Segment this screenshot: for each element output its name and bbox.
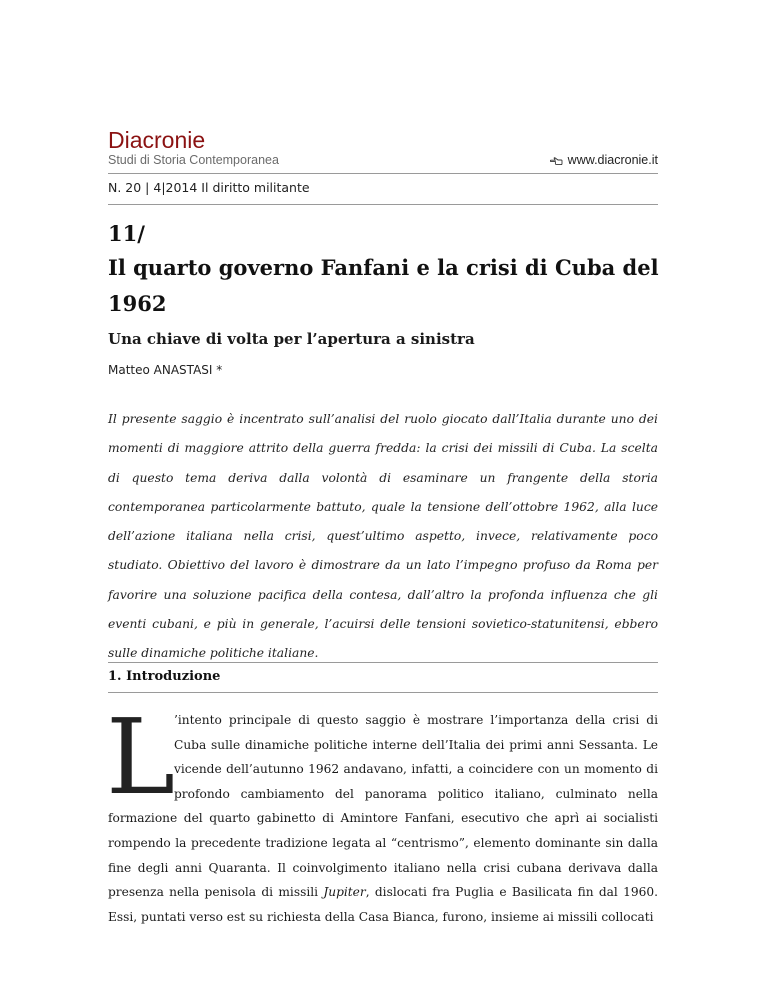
header-rule-bottom	[108, 204, 658, 205]
body-text-part1: ’intento principale di questo saggio è mostrare l’importanza della crisi di Cuba sulle dinamiche politiche interne dell’Italia dei primi anni Sessanta. Le vicende dell’autunno 1962 andavano, infatti, a coincidere con un momento di profondo cambiamento del panorama politico italiano, culminato nella formazione del quarto gabinetto di Amintore Fanfani, esecutivo che aprì ai socialisti rompendo la precedente tradizione legata al “centrismo”, elemento dominante sin dalla fine degli anni Quaranta. Il coinvolgimento italiano nella crisi cubana derivava dalla presenza nella penisola di missili	[108, 713, 658, 900]
article-number: 11/	[108, 221, 145, 246]
journal-name: Diacronie	[108, 127, 206, 153]
section-rule-top	[108, 662, 658, 663]
journal-subtitle: Studi di Storia Contemporanea	[108, 153, 279, 167]
pointing-hand-icon	[550, 155, 563, 166]
website-link[interactable]	[550, 152, 658, 168]
drop-cap: L	[106, 696, 176, 818]
article-title: Il quarto governo Fanfani e la crisi di Cuba del 1962	[108, 255, 659, 316]
section-heading: 1. Introduzione	[108, 669, 221, 684]
abstract: Il presente saggio è incentrato sull’analisi del ruolo giocato dall’Italia durante uno dei momenti di maggiore attrito della guerra fredda: la crisi dei missili di Cuba. La scelta di questo tema deriva dalla volontà di esaminare un frangente della storia contemporanea particolarmente battuto, quale la tensione dell’ottobre 1962, alla luce dell’azione italiana nella crisi, quest’ultimo aspetto, invece, relativamente poco studiato. Obiettivo del lavoro è dimostrare da un lato l’impegno profuso da Roma per favorire una soluzione pacifica della contesa, dall’altro la profonda influenza che gli eventi cubani, e più in generale, l’acuirsi delle tensioni sovietico-statunitensi, ebbero sulle dinamiche politiche italiane.	[108, 412, 658, 661]
section-rule-bottom	[108, 692, 658, 693]
author-name: Matteo ANASTASI *	[108, 363, 223, 377]
issue-info: N. 20 | 4|2014 Il diritto militante	[108, 180, 310, 195]
body-paragraph	[108, 708, 658, 929]
website-text: www.diacronie.it	[567, 153, 658, 167]
body-text-part2: , dislocati fra Puglia e Basilicata fin dal 1960. Essi, puntati verso est su richiesta della Casa Bianca, furono, insieme ai missili collocati	[108, 885, 658, 924]
article-subtitle: Una chiave di volta per l’apertura a sinistra	[108, 330, 475, 348]
header-rule-top	[108, 173, 658, 174]
body-text-emphasis: Jupiter	[323, 885, 366, 900]
